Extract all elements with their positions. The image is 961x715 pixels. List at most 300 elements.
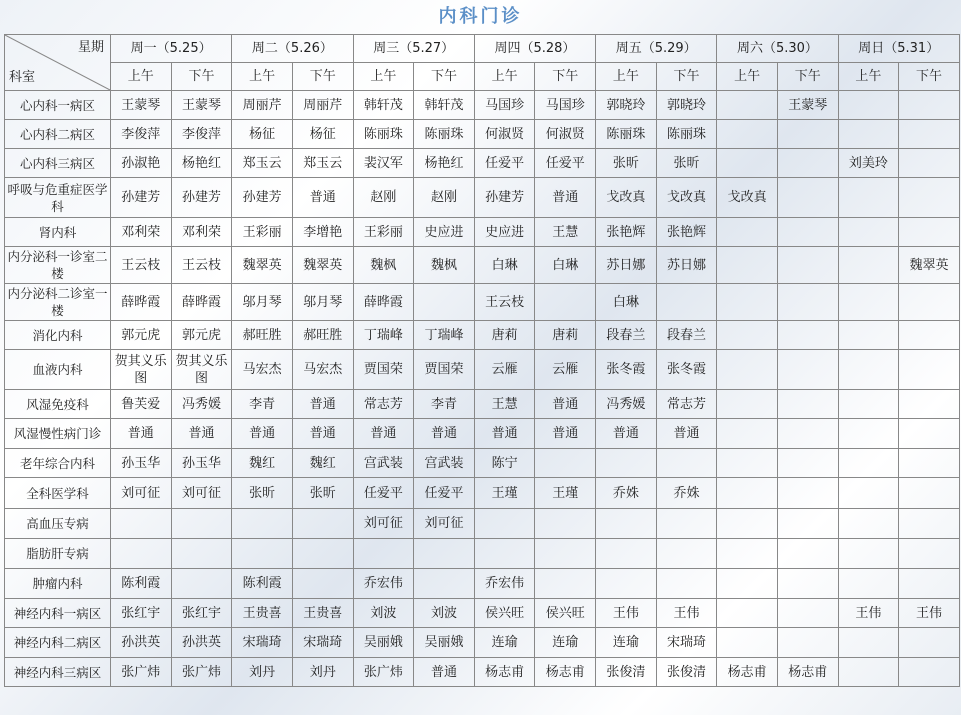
am-doctor-cell bbox=[717, 449, 778, 478]
am-doctor-cell: 王蒙琴 bbox=[111, 91, 172, 120]
am-header: 上午 bbox=[232, 63, 293, 91]
am-doctor-cell: 韩轩茂 bbox=[353, 91, 414, 120]
am-doctor-cell: 张广炜 bbox=[111, 658, 172, 687]
pm-doctor-cell bbox=[656, 569, 717, 599]
pm-doctor-cell bbox=[414, 569, 475, 599]
pm-doctor-cell: 贺其义乐图 bbox=[171, 350, 232, 390]
pm-doctor-cell: 王瑾 bbox=[535, 478, 596, 509]
pm-doctor-cell bbox=[899, 350, 960, 390]
am-doctor-cell: 连瑜 bbox=[596, 628, 657, 658]
am-doctor-cell: 宋瑞琦 bbox=[232, 628, 293, 658]
pm-doctor-cell bbox=[899, 120, 960, 149]
am-doctor-cell: 普通 bbox=[353, 419, 414, 449]
pm-doctor-cell: 邬月琴 bbox=[292, 284, 353, 321]
department-name: 心内科二病区 bbox=[5, 120, 111, 149]
am-doctor-cell: 王慧 bbox=[474, 390, 535, 419]
day-header-fri: 周五（5.29） bbox=[596, 35, 717, 63]
am-doctor-cell: 张冬霞 bbox=[596, 350, 657, 390]
am-doctor-cell bbox=[596, 539, 657, 569]
pm-doctor-cell bbox=[777, 218, 838, 247]
pm-doctor-cell: 普通 bbox=[656, 419, 717, 449]
pm-doctor-cell: 云雁 bbox=[535, 350, 596, 390]
am-doctor-cell bbox=[838, 91, 899, 120]
pm-doctor-cell: 戈改真 bbox=[656, 178, 717, 218]
corner-department-label: 科室 bbox=[9, 70, 36, 85]
am-doctor-cell: 张昕 bbox=[232, 478, 293, 509]
department-name: 内分泌科一诊室二楼 bbox=[5, 247, 111, 284]
am-doctor-cell: 常志芳 bbox=[353, 390, 414, 419]
pm-doctor-cell bbox=[777, 321, 838, 350]
am-doctor-cell: 王伟 bbox=[596, 599, 657, 628]
page-title: 内科门诊 bbox=[438, 6, 523, 27]
am-doctor-cell: 孙淑艳 bbox=[111, 149, 172, 178]
pm-doctor-cell bbox=[656, 539, 717, 569]
day-header-wed: 周三（5.27） bbox=[353, 35, 474, 63]
am-doctor-cell: 王云枝 bbox=[111, 247, 172, 284]
am-doctor-cell: 戈改真 bbox=[596, 178, 657, 218]
pm-doctor-cell bbox=[899, 284, 960, 321]
am-doctor-cell: 马国珍 bbox=[474, 91, 535, 120]
am-doctor-cell bbox=[838, 390, 899, 419]
am-doctor-cell: 普通 bbox=[596, 419, 657, 449]
pm-doctor-cell bbox=[535, 569, 596, 599]
pm-doctor-cell: 普通 bbox=[292, 178, 353, 218]
am-doctor-cell: 李青 bbox=[232, 390, 293, 419]
am-doctor-cell: 孙建芳 bbox=[474, 178, 535, 218]
am-doctor-cell bbox=[838, 419, 899, 449]
pm-doctor-cell bbox=[899, 178, 960, 218]
am-doctor-cell: 陈丽珠 bbox=[353, 120, 414, 149]
am-doctor-cell bbox=[838, 569, 899, 599]
am-doctor-cell bbox=[111, 539, 172, 569]
pm-doctor-cell bbox=[777, 478, 838, 509]
department-name: 内分泌科二诊室一楼 bbox=[5, 284, 111, 321]
am-doctor-cell bbox=[474, 539, 535, 569]
table-row bbox=[5, 120, 960, 149]
pm-doctor-cell bbox=[899, 218, 960, 247]
am-doctor-cell bbox=[717, 569, 778, 599]
am-doctor-cell bbox=[838, 509, 899, 539]
pm-doctor-cell bbox=[899, 321, 960, 350]
am-doctor-cell: 刘可征 bbox=[111, 478, 172, 509]
department-name: 脂肪肝专病 bbox=[5, 539, 111, 569]
am-doctor-cell bbox=[232, 539, 293, 569]
pm-doctor-cell: 孙建芳 bbox=[171, 178, 232, 218]
pm-doctor-cell: 普通 bbox=[535, 390, 596, 419]
am-doctor-cell: 陈丽珠 bbox=[596, 120, 657, 149]
am-doctor-cell: 王彩丽 bbox=[353, 218, 414, 247]
day-header-tue: 周二（5.26） bbox=[232, 35, 353, 63]
table-row bbox=[5, 449, 960, 478]
pm-doctor-cell: 苏日娜 bbox=[656, 247, 717, 284]
pm-doctor-cell: 宋瑞琦 bbox=[292, 628, 353, 658]
pm-doctor-cell: 魏翠英 bbox=[899, 247, 960, 284]
am-doctor-cell bbox=[717, 478, 778, 509]
am-doctor-cell: 何淑贤 bbox=[474, 120, 535, 149]
am-doctor-cell: 王贵喜 bbox=[232, 599, 293, 628]
department-name: 神经内科三病区 bbox=[5, 658, 111, 687]
pm-doctor-cell: 王慧 bbox=[535, 218, 596, 247]
am-doctor-cell bbox=[596, 509, 657, 539]
table-row bbox=[5, 284, 960, 321]
pm-doctor-cell: 韩轩茂 bbox=[414, 91, 475, 120]
am-doctor-cell: 魏红 bbox=[232, 449, 293, 478]
am-doctor-cell: 张红宇 bbox=[111, 599, 172, 628]
am-doctor-cell: 陈宁 bbox=[474, 449, 535, 478]
department-name: 呼吸与危重症医学科 bbox=[5, 178, 111, 218]
am-doctor-cell: 邬月琴 bbox=[232, 284, 293, 321]
department-name: 全科医学科 bbox=[5, 478, 111, 509]
am-doctor-cell bbox=[838, 658, 899, 687]
department-name: 心内科一病区 bbox=[5, 91, 111, 120]
am-doctor-cell: 李俊萍 bbox=[111, 120, 172, 149]
pm-doctor-cell: 张红宇 bbox=[171, 599, 232, 628]
am-doctor-cell bbox=[838, 178, 899, 218]
pm-doctor-cell: 常志芳 bbox=[656, 390, 717, 419]
table-row bbox=[5, 658, 960, 687]
pm-doctor-cell bbox=[777, 569, 838, 599]
am-doctor-cell bbox=[111, 509, 172, 539]
am-doctor-cell bbox=[838, 628, 899, 658]
pm-doctor-cell: 陈丽珠 bbox=[414, 120, 475, 149]
pm-doctor-cell bbox=[777, 350, 838, 390]
pm-doctor-cell: 孙玉华 bbox=[171, 449, 232, 478]
am-doctor-cell: 普通 bbox=[474, 419, 535, 449]
pm-doctor-cell bbox=[777, 390, 838, 419]
am-doctor-cell: 鲁芙爱 bbox=[111, 390, 172, 419]
department-name: 血液内科 bbox=[5, 350, 111, 390]
am-doctor-cell: 裴汉军 bbox=[353, 149, 414, 178]
department-name: 高血压专病 bbox=[5, 509, 111, 539]
am-doctor-cell: 郝旺胜 bbox=[232, 321, 293, 350]
am-doctor-cell: 乔宏伟 bbox=[353, 569, 414, 599]
am-doctor-cell: 邓利荣 bbox=[111, 218, 172, 247]
am-doctor-cell: 陈利霞 bbox=[232, 569, 293, 599]
am-doctor-cell bbox=[717, 628, 778, 658]
am-doctor-cell: 刘波 bbox=[353, 599, 414, 628]
pm-doctor-cell: 魏枫 bbox=[414, 247, 475, 284]
pm-doctor-cell: 刘可征 bbox=[414, 509, 475, 539]
pm-header: 下午 bbox=[656, 63, 717, 91]
pm-doctor-cell: 普通 bbox=[414, 419, 475, 449]
schedule-body bbox=[5, 91, 960, 687]
am-doctor-cell bbox=[838, 539, 899, 569]
table-row bbox=[5, 628, 960, 658]
pm-doctor-cell bbox=[777, 120, 838, 149]
department-name: 肾内科 bbox=[5, 218, 111, 247]
am-doctor-cell bbox=[838, 478, 899, 509]
am-doctor-cell: 丁瑞峰 bbox=[353, 321, 414, 350]
pm-doctor-cell: 杨征 bbox=[292, 120, 353, 149]
am-doctor-cell: 薛晔霞 bbox=[353, 284, 414, 321]
pm-doctor-cell: 杨志甫 bbox=[535, 658, 596, 687]
pm-doctor-cell bbox=[535, 284, 596, 321]
am-doctor-cell bbox=[838, 449, 899, 478]
am-doctor-cell: 贾国荣 bbox=[353, 350, 414, 390]
am-doctor-cell: 刘美玲 bbox=[838, 149, 899, 178]
pm-doctor-cell: 张艳辉 bbox=[656, 218, 717, 247]
day-header-thu: 周四（5.28） bbox=[474, 35, 595, 63]
table-row bbox=[5, 509, 960, 539]
pm-doctor-cell: 孙洪英 bbox=[171, 628, 232, 658]
pm-doctor-cell bbox=[292, 569, 353, 599]
pm-doctor-cell: 郑玉云 bbox=[292, 149, 353, 178]
am-doctor-cell: 苏日娜 bbox=[596, 247, 657, 284]
table-row bbox=[5, 419, 960, 449]
pm-doctor-cell: 贾国荣 bbox=[414, 350, 475, 390]
pm-doctor-cell bbox=[777, 509, 838, 539]
pm-doctor-cell: 张昕 bbox=[292, 478, 353, 509]
am-doctor-cell: 戈改真 bbox=[717, 178, 778, 218]
day-header-sat: 周六（5.30） bbox=[717, 35, 838, 63]
am-doctor-cell bbox=[838, 284, 899, 321]
pm-doctor-cell: 普通 bbox=[292, 390, 353, 419]
pm-doctor-cell: 连瑜 bbox=[535, 628, 596, 658]
department-name: 消化内科 bbox=[5, 321, 111, 350]
pm-doctor-cell: 王贵喜 bbox=[292, 599, 353, 628]
pm-header: 下午 bbox=[171, 63, 232, 91]
am-doctor-cell: 王云枝 bbox=[474, 284, 535, 321]
pm-doctor-cell: 杨志甫 bbox=[777, 658, 838, 687]
table-row bbox=[5, 149, 960, 178]
am-doctor-cell: 普通 bbox=[111, 419, 172, 449]
pm-doctor-cell: 宋瑞琦 bbox=[656, 628, 717, 658]
am-doctor-cell: 白琳 bbox=[474, 247, 535, 284]
pm-doctor-cell bbox=[899, 478, 960, 509]
pm-doctor-cell bbox=[171, 509, 232, 539]
pm-doctor-cell bbox=[414, 284, 475, 321]
am-doctor-cell bbox=[838, 350, 899, 390]
pm-doctor-cell: 李俊萍 bbox=[171, 120, 232, 149]
am-doctor-cell bbox=[717, 120, 778, 149]
am-doctor-cell: 连瑜 bbox=[474, 628, 535, 658]
am-doctor-cell: 唐莉 bbox=[474, 321, 535, 350]
pm-doctor-cell: 张冬霞 bbox=[656, 350, 717, 390]
pm-doctor-cell: 冯秀媛 bbox=[171, 390, 232, 419]
am-doctor-cell: 任爱平 bbox=[474, 149, 535, 178]
table-row bbox=[5, 91, 960, 120]
am-doctor-cell bbox=[717, 149, 778, 178]
pm-doctor-cell: 薛晔霞 bbox=[171, 284, 232, 321]
table-row bbox=[5, 350, 960, 390]
pm-doctor-cell: 任爱平 bbox=[414, 478, 475, 509]
pm-doctor-cell bbox=[656, 284, 717, 321]
department-name: 神经内科一病区 bbox=[5, 599, 111, 628]
am-doctor-cell: 史应进 bbox=[474, 218, 535, 247]
pm-doctor-cell: 郭元虎 bbox=[171, 321, 232, 350]
pm-doctor-cell bbox=[899, 91, 960, 120]
pm-doctor-cell bbox=[171, 539, 232, 569]
am-doctor-cell: 孙建芳 bbox=[232, 178, 293, 218]
am-doctor-cell: 张艳辉 bbox=[596, 218, 657, 247]
table-row bbox=[5, 569, 960, 599]
pm-doctor-cell bbox=[777, 284, 838, 321]
pm-doctor-cell bbox=[777, 539, 838, 569]
pm-doctor-cell bbox=[535, 539, 596, 569]
corner-weekday-label: 星期 bbox=[77, 40, 104, 55]
am-doctor-cell: 杨征 bbox=[232, 120, 293, 149]
am-doctor-cell bbox=[838, 321, 899, 350]
pm-doctor-cell: 普通 bbox=[292, 419, 353, 449]
am-doctor-cell bbox=[717, 599, 778, 628]
pm-doctor-cell: 马宏杰 bbox=[292, 350, 353, 390]
pm-header: 下午 bbox=[292, 63, 353, 91]
pm-doctor-cell bbox=[777, 419, 838, 449]
pm-doctor-cell: 张昕 bbox=[656, 149, 717, 178]
pm-doctor-cell bbox=[777, 599, 838, 628]
pm-doctor-cell: 刘可征 bbox=[171, 478, 232, 509]
am-doctor-cell: 任爱平 bbox=[353, 478, 414, 509]
pm-doctor-cell bbox=[656, 509, 717, 539]
table-row bbox=[5, 247, 960, 284]
day-header-row bbox=[5, 35, 960, 63]
am-doctor-cell bbox=[717, 91, 778, 120]
pm-doctor-cell bbox=[171, 569, 232, 599]
department-name: 老年综合内科 bbox=[5, 449, 111, 478]
pm-doctor-cell: 邓利荣 bbox=[171, 218, 232, 247]
pm-doctor-cell: 刘波 bbox=[414, 599, 475, 628]
pm-doctor-cell bbox=[535, 449, 596, 478]
am-doctor-cell: 薛晔霞 bbox=[111, 284, 172, 321]
am-doctor-cell: 张广炜 bbox=[353, 658, 414, 687]
department-name: 肿瘤内科 bbox=[5, 569, 111, 599]
am-header: 上午 bbox=[474, 63, 535, 91]
pm-doctor-cell: 李青 bbox=[414, 390, 475, 419]
am-doctor-cell: 侯兴旺 bbox=[474, 599, 535, 628]
pm-doctor-cell: 张俊清 bbox=[656, 658, 717, 687]
pm-doctor-cell bbox=[292, 539, 353, 569]
pm-doctor-cell: 普通 bbox=[535, 178, 596, 218]
day-header-sun: 周日（5.31） bbox=[838, 35, 959, 63]
pm-doctor-cell bbox=[777, 247, 838, 284]
am-doctor-cell: 孙玉华 bbox=[111, 449, 172, 478]
pm-doctor-cell bbox=[899, 628, 960, 658]
am-doctor-cell: 魏枫 bbox=[353, 247, 414, 284]
pm-doctor-cell: 刘丹 bbox=[292, 658, 353, 687]
am-doctor-cell bbox=[838, 120, 899, 149]
am-doctor-cell bbox=[717, 539, 778, 569]
pm-doctor-cell: 李增艳 bbox=[292, 218, 353, 247]
am-doctor-cell: 王彩丽 bbox=[232, 218, 293, 247]
am-doctor-cell: 贺其义乐图 bbox=[111, 350, 172, 390]
pm-doctor-cell bbox=[414, 539, 475, 569]
am-doctor-cell: 郑玉云 bbox=[232, 149, 293, 178]
am-header: 上午 bbox=[717, 63, 778, 91]
am-doctor-cell bbox=[596, 569, 657, 599]
am-doctor-cell: 冯秀媛 bbox=[596, 390, 657, 419]
department-name: 风湿免疫科 bbox=[5, 390, 111, 419]
department-name: 神经内科二病区 bbox=[5, 628, 111, 658]
table-row bbox=[5, 218, 960, 247]
pm-doctor-cell: 张广炜 bbox=[171, 658, 232, 687]
pm-doctor-cell: 魏翠英 bbox=[292, 247, 353, 284]
am-doctor-cell: 段春兰 bbox=[596, 321, 657, 350]
am-doctor-cell: 刘可征 bbox=[353, 509, 414, 539]
pm-doctor-cell bbox=[899, 149, 960, 178]
corner-header-cell bbox=[5, 35, 111, 91]
pm-doctor-cell: 段春兰 bbox=[656, 321, 717, 350]
pm-doctor-cell: 王伟 bbox=[899, 599, 960, 628]
pm-header: 下午 bbox=[777, 63, 838, 91]
am-doctor-cell: 王伟 bbox=[838, 599, 899, 628]
am-doctor-cell: 张俊清 bbox=[596, 658, 657, 687]
pm-doctor-cell: 杨艳红 bbox=[414, 149, 475, 178]
table-row bbox=[5, 599, 960, 628]
department-name: 风湿慢性病门诊 bbox=[5, 419, 111, 449]
pm-doctor-cell: 唐莉 bbox=[535, 321, 596, 350]
pm-doctor-cell: 普通 bbox=[414, 658, 475, 687]
pm-doctor-cell: 白琳 bbox=[535, 247, 596, 284]
pm-doctor-cell bbox=[292, 509, 353, 539]
am-doctor-cell bbox=[717, 218, 778, 247]
pm-doctor-cell: 魏红 bbox=[292, 449, 353, 478]
table-row bbox=[5, 321, 960, 350]
schedule-table bbox=[4, 34, 960, 687]
am-header: 上午 bbox=[596, 63, 657, 91]
am-header: 上午 bbox=[111, 63, 172, 91]
pm-header: 下午 bbox=[535, 63, 596, 91]
table-row bbox=[5, 390, 960, 419]
am-doctor-cell: 郭元虎 bbox=[111, 321, 172, 350]
pm-doctor-cell bbox=[777, 449, 838, 478]
pm-doctor-cell: 陈丽珠 bbox=[656, 120, 717, 149]
pm-doctor-cell: 何淑贤 bbox=[535, 120, 596, 149]
day-header-mon: 周一（5.25） bbox=[111, 35, 232, 63]
am-doctor-cell: 郭晓玲 bbox=[596, 91, 657, 120]
am-doctor-cell bbox=[717, 390, 778, 419]
am-doctor-cell bbox=[717, 321, 778, 350]
am-doctor-cell: 孙建芳 bbox=[111, 178, 172, 218]
pm-doctor-cell bbox=[777, 178, 838, 218]
am-doctor-cell: 乔姝 bbox=[596, 478, 657, 509]
pm-doctor-cell: 丁瑞峰 bbox=[414, 321, 475, 350]
pm-doctor-cell bbox=[777, 149, 838, 178]
pm-doctor-cell: 周丽芹 bbox=[292, 91, 353, 120]
pm-doctor-cell bbox=[899, 509, 960, 539]
am-doctor-cell bbox=[474, 509, 535, 539]
pm-doctor-cell: 史应进 bbox=[414, 218, 475, 247]
pm-doctor-cell bbox=[899, 449, 960, 478]
am-doctor-cell bbox=[838, 247, 899, 284]
pm-doctor-cell bbox=[899, 539, 960, 569]
am-doctor-cell: 张昕 bbox=[596, 149, 657, 178]
pm-doctor-cell: 宫武装 bbox=[414, 449, 475, 478]
session-header-row bbox=[5, 63, 960, 91]
pm-doctor-cell bbox=[777, 628, 838, 658]
pm-doctor-cell: 吴丽娥 bbox=[414, 628, 475, 658]
am-doctor-cell bbox=[717, 509, 778, 539]
am-doctor-cell bbox=[717, 284, 778, 321]
pm-doctor-cell bbox=[899, 390, 960, 419]
pm-doctor-cell bbox=[656, 449, 717, 478]
am-header: 上午 bbox=[838, 63, 899, 91]
am-doctor-cell: 孙洪英 bbox=[111, 628, 172, 658]
am-doctor-cell: 陈利霞 bbox=[111, 569, 172, 599]
am-doctor-cell bbox=[717, 350, 778, 390]
pm-doctor-cell: 王蒙琴 bbox=[777, 91, 838, 120]
am-doctor-cell bbox=[717, 247, 778, 284]
am-header: 上午 bbox=[353, 63, 414, 91]
am-doctor-cell bbox=[232, 509, 293, 539]
table-row bbox=[5, 478, 960, 509]
pm-doctor-cell: 赵刚 bbox=[414, 178, 475, 218]
am-doctor-cell: 魏翠英 bbox=[232, 247, 293, 284]
am-doctor-cell: 白琳 bbox=[596, 284, 657, 321]
pm-doctor-cell: 普通 bbox=[535, 419, 596, 449]
am-doctor-cell bbox=[717, 419, 778, 449]
am-doctor-cell: 宫武装 bbox=[353, 449, 414, 478]
pm-doctor-cell bbox=[899, 419, 960, 449]
